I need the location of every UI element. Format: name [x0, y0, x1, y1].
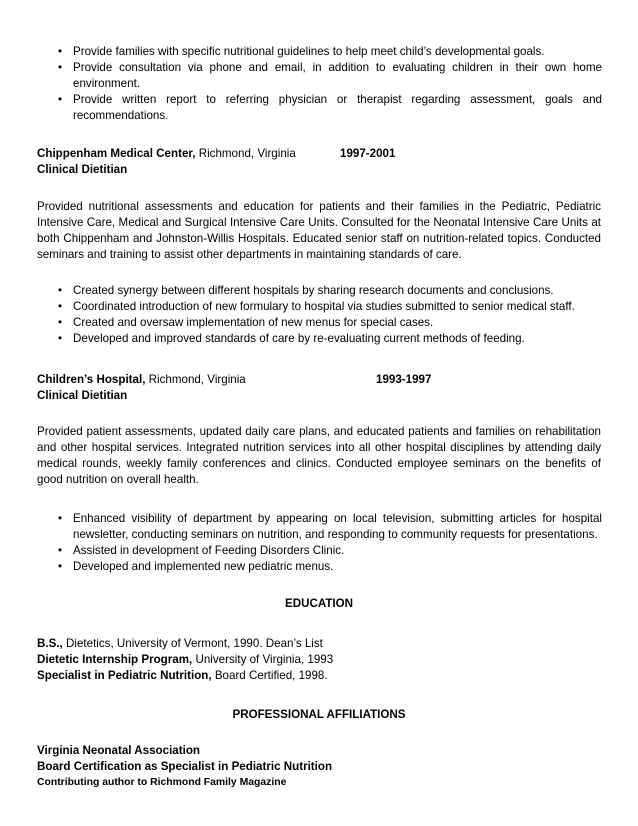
bullet-icon: • — [58, 316, 63, 329]
bullet-icon: • — [58, 544, 63, 557]
list-item: • Enhanced visibility of department by appearing on local television, submitting articles for hospital newsletter, conducting seminars on nutrition, and responding to community requests for presentations. — [58, 512, 602, 541]
bullet-icon: • — [58, 512, 63, 525]
affiliation-line-1: Virginia Neonatal Association — [37, 744, 200, 757]
job1-location: Richmond, Virginia — [195, 147, 296, 160]
affiliation-line-3: Contributing author to Richmond Family Magazine — [37, 777, 287, 788]
bullet-icon: • — [58, 560, 63, 573]
job2-employer-line — [37, 372, 246, 388]
bullet-icon: • — [58, 300, 63, 313]
job1-years: 1997-2001 — [340, 147, 396, 160]
education-heading: EDUCATION — [284, 597, 354, 610]
list-item: • Assisted in development of Feeding Disorders Clinic. — [58, 544, 345, 557]
bullet-icon: • — [58, 284, 63, 297]
job1-employer-line — [37, 146, 296, 162]
job2-title: Clinical Dietitian — [37, 389, 128, 402]
job2-description: Provided patient assessments, updated daily care plans, and educated patients and families on rehabilitation and other hospital services. Integrated nutrition services into all other hospital disciplines by attending daily medical rounds, weekly family conferences and clinics. Conducted employee seminars on the benefits of good nutrition on overall health. — [37, 425, 601, 486]
job2-location: Richmond, Virginia — [145, 373, 246, 386]
list-item: • Created synergy between different hospitals by sharing research documents and conclusions. — [58, 284, 554, 297]
job1-title: Clinical Dietitian — [37, 163, 128, 176]
job1-employer: Chippenham Medical Center, — [37, 147, 196, 160]
affiliations-heading: PROFESSIONAL AFFILIATIONS — [232, 708, 406, 721]
job2-employer: Children’s Hospital, — [37, 373, 146, 386]
education-line-3: Specialist in Pediatric Nutrition, Board Certified, 1998. — [37, 669, 328, 682]
job2-bullet-list — [37, 511, 602, 575]
bullet-icon: • — [58, 332, 63, 345]
list-item: • Provide written report to referring physician or therapist regarding assessment, goals and recommendations. — [58, 93, 602, 122]
top-bullet-list — [37, 44, 602, 124]
list-item: • Coordinated introduction of new formulary to hospital via studies submitted to senior medical staff. — [58, 300, 575, 313]
job1-bullet-list — [37, 283, 602, 347]
list-item: • Provide families with specific nutritional guidelines to help meet child’s developmental goals. — [58, 45, 545, 58]
list-item: • Developed and improved standards of care by re-evaluating current methods of feeding. — [58, 332, 525, 345]
education-line-1: B.S., Dietetics, University of Vermont, 1990. Dean’s List — [37, 637, 323, 650]
list-item: • Developed and implemented new pediatric menus. — [58, 560, 334, 573]
job1-description: Provided nutritional assessments and education for patients and their families in the Pediatric, Pediatric Intensive Care, Medical and Surgical Intensive Care Units. Consulted for the Neonatal Intensive Care Units at both Chippenham and Johnston-Willis Hospitals. Educated senior staff on nutrition-related topics. Conducted seminars and training to assist other departments in maintaining standards of care. — [37, 200, 601, 261]
bullet-icon: • — [58, 61, 63, 74]
job2-years: 1993-1997 — [376, 373, 432, 386]
bullet-icon: • — [58, 45, 63, 58]
affiliation-line-2: Board Certification as Specialist in Pediatric Nutrition — [37, 760, 333, 773]
education-line-2: Dietetic Internship Program, University of Virginia, 1993 — [37, 653, 334, 666]
bullet-icon: • — [58, 93, 63, 106]
list-item: • Provide consultation via phone and email, in addition to evaluating children in their own home environment. — [58, 61, 602, 90]
list-item: • Created and oversaw implementation of new menus for special cases. — [58, 316, 434, 329]
